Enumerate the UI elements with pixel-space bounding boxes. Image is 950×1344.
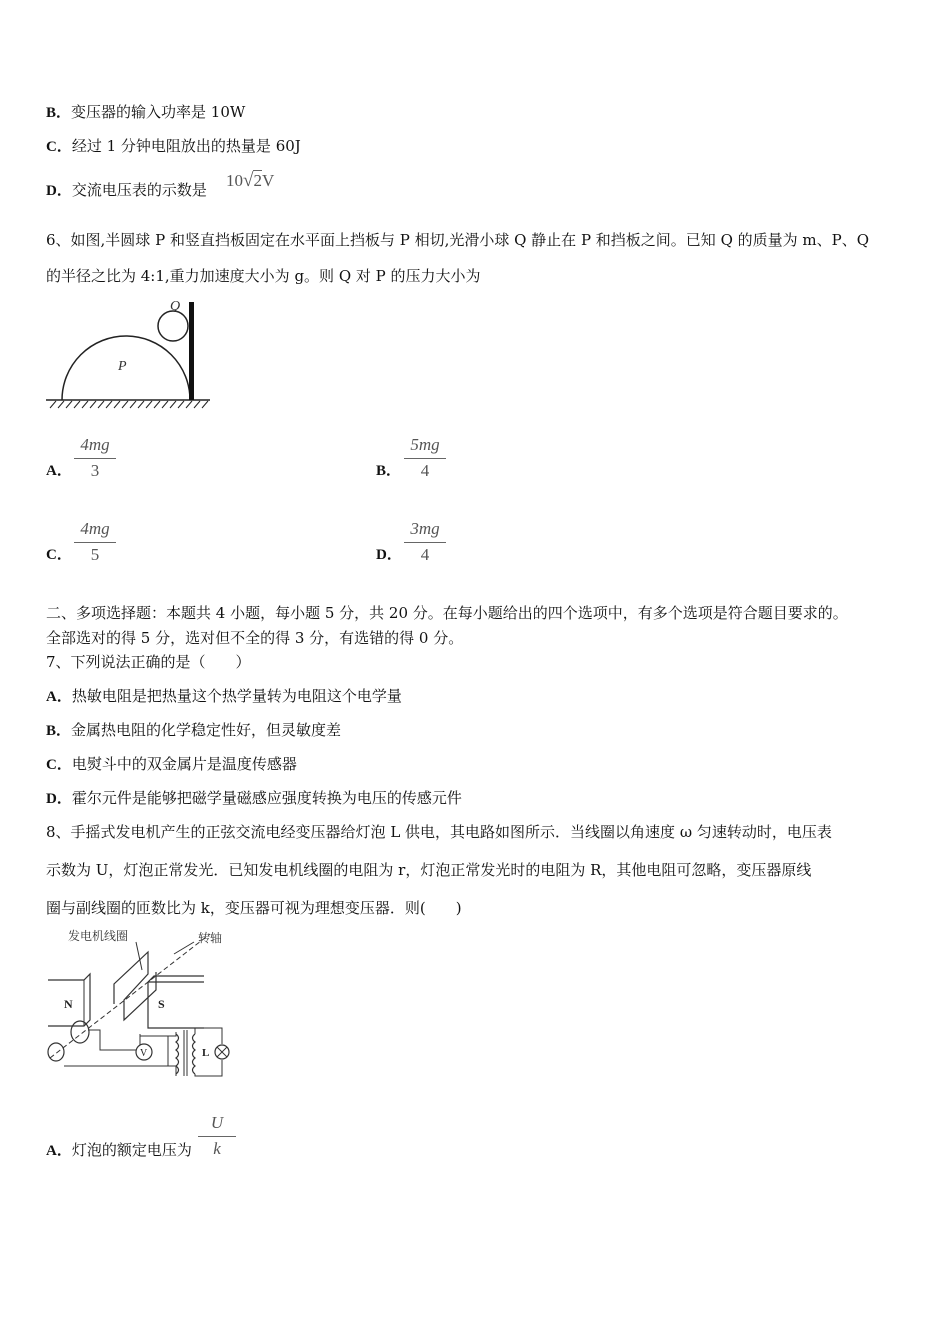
q5-option-c — [46, 136, 301, 157]
option-text: 经过 1 分钟电阻放出的热量是 60J — [71, 137, 301, 155]
vertical-board — [189, 302, 194, 400]
q7-option-a: A．热敏电阻是把热量这个热学量转为电阻这个电学量 — [46, 687, 402, 705]
q5-option-d — [46, 180, 207, 201]
sqrt-expression — [226, 170, 274, 192]
q6-option-b-fraction: $\frac{5mg}{4}$ — [404, 435, 446, 481]
q6-option-d-fraction: $\frac{3mg}{4}$ — [404, 519, 446, 565]
coil — [114, 952, 156, 1020]
q6-option-b-label: B． — [376, 463, 402, 479]
q6-option-a-label: A． — [46, 463, 72, 479]
transformer-secondary — [193, 1034, 196, 1074]
q7-option-c: C．电熨斗中的双金属片是温度传感器 — [46, 755, 297, 773]
lamp-label: L — [202, 1047, 210, 1059]
option-label: C． — [46, 139, 72, 155]
q8-stem-line3: 圈与副线圈的匝数比为 k，变压器可视为理想变压器．则( ) — [46, 899, 462, 917]
q6-option-c-label: C． — [46, 547, 72, 563]
section2-line2: 全部选对的得 5 分，选对但不全的得 3 分，有选错的得 0 分。 — [46, 629, 464, 647]
section2-line1: 二、多项选择题：本题共 4 小题，每小题 5 分，共 20 分。在每小题给出的四个选项中，有多个选项是符合题目要求的。 — [46, 604, 848, 622]
s-label: S — [158, 997, 165, 1011]
circuit-wires — [64, 1030, 168, 1066]
q8-option-a: A．灯泡的额定电压为 — [46, 1141, 192, 1159]
ball-q — [158, 311, 188, 341]
slip-ring-1 — [71, 1021, 89, 1043]
sqrt-unit: V — [261, 171, 275, 190]
axis-label: 转轴 — [198, 931, 223, 945]
q7-stem: 7、下列说法正确的是（ ） — [46, 653, 251, 671]
q6-figure — [44, 296, 214, 412]
q7-option-b: B．金属热电阻的化学稳定性好，但灵敏度差 — [46, 721, 342, 739]
slip-ring-2 — [48, 1043, 64, 1061]
coil-label: 发电机线圈 — [68, 929, 129, 943]
label-p: P — [118, 359, 127, 374]
voltmeter-label: V — [140, 1048, 148, 1059]
q8-stem-line1: 8、手摇式发电机产生的正弦交流电经变压器给灯泡 L 供电，其电路如图所示．当线圈以角速度 ω 匀速转动时，电压表 — [46, 823, 832, 841]
sqrt-radicand: 2 — [253, 171, 262, 190]
option-label: B． — [46, 105, 72, 121]
q6-option-d-label: D． — [376, 547, 402, 563]
sqrt-sign-icon: √ — [243, 170, 254, 191]
option-label: D． — [46, 183, 72, 199]
q8-figure — [44, 924, 244, 1084]
q7-option-d: D．霍尔元件是能够把磁学量磁感应强度转换为电压的传感元件 — [46, 789, 462, 807]
q6-option-a-fraction: $\frac{4mg}{3}$ — [74, 435, 116, 481]
q8-stem-line2: 示数为 U，灯泡正常发光．已知发电机线圈的电阻为 r，灯泡正常发光时的电阻为 R，其他电阻可忽略，变压器原线 — [46, 861, 812, 879]
q6-stem-line1: 6、如图,半圆球 P 和竖直挡板固定在水平面上挡板与 P 相切,光滑小球 Q 静止在 P 和挡板之间。已知 Q 的质量为 m、P、Q — [46, 231, 870, 249]
sqrt-coefficient: 10 — [226, 171, 243, 190]
q8-option-a-fraction: $\frac{U}{k}$ — [198, 1113, 236, 1159]
option-text: 交流电压表的示数是 — [71, 181, 207, 199]
q5-option-b — [46, 102, 245, 123]
ground-hatching — [50, 401, 208, 408]
q6-stem-line2: 的半径之比为 4:1,重力加速度大小为 g。则 Q 对 P 的压力大小为 — [46, 267, 481, 285]
coil-pointer — [136, 942, 142, 970]
n-label: N — [64, 997, 73, 1011]
axis-pointer — [174, 942, 194, 954]
label-q: Q — [170, 299, 181, 314]
q6-option-c-fraction: $\frac{4mg}{5}$ — [74, 519, 116, 565]
option-text: 变压器的输入功率是 10W — [71, 103, 246, 121]
